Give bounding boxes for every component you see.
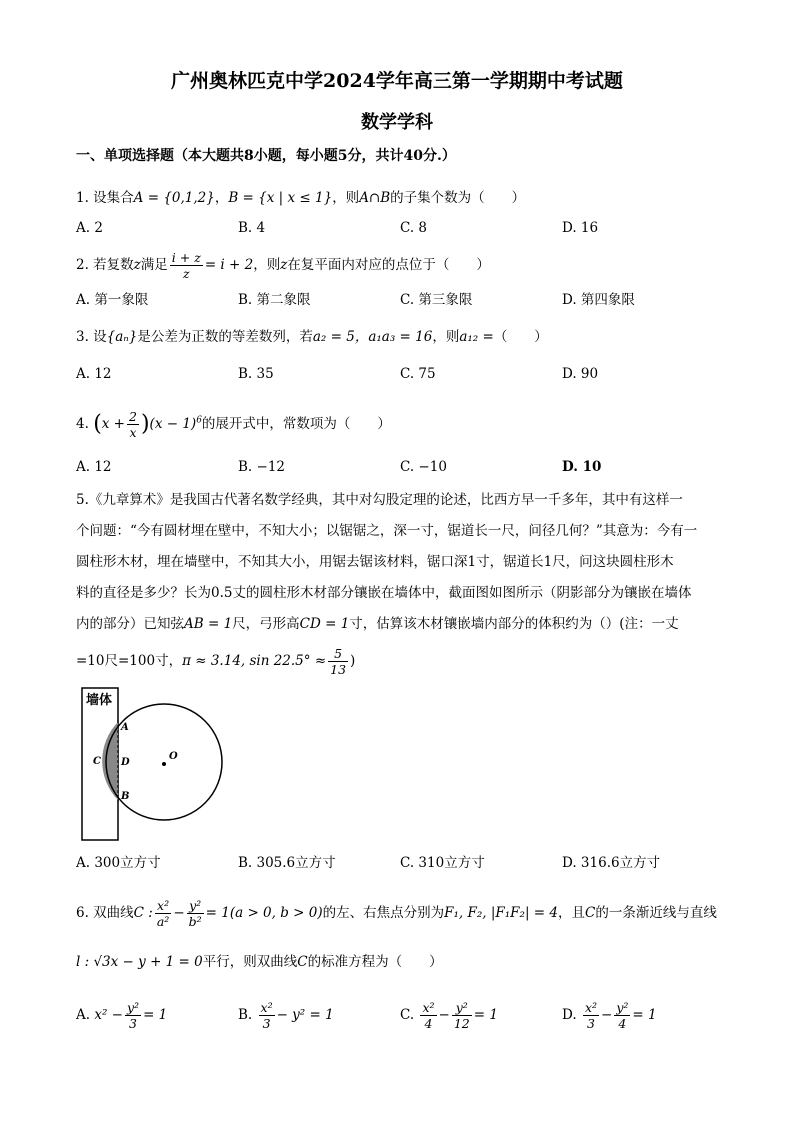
q4-x: x +	[101, 416, 125, 432]
q1-expr: A∩B	[359, 190, 391, 206]
q1-option-d[interactable]: D. 16	[562, 220, 599, 236]
label-d: D	[121, 757, 130, 768]
q1-end: 的子集个数为（ ）	[390, 190, 526, 206]
q6-prefix: 6. 双曲线	[76, 905, 134, 921]
q4-paren-close: )	[140, 411, 150, 437]
q5-l6b: π ≈ 3.14, sin 22.5° ≈	[182, 653, 327, 669]
q2-frac-num: i + z	[171, 250, 201, 265]
q3-option-d[interactable]: D. 90	[562, 366, 599, 382]
q2-option-b[interactable]: B. 第二象限	[238, 292, 311, 308]
q6-d-label: D.	[562, 1007, 577, 1023]
q5-option-b[interactable]: B. 305.6立方寸	[238, 855, 336, 871]
label-a: A	[121, 722, 129, 733]
q5-l5e: 寸，估算该木材镶嵌墙内部分的体积约为（）(注：一丈	[349, 616, 679, 632]
q3-option-c[interactable]: C. 75	[400, 366, 436, 382]
q4-fraction	[127, 409, 139, 440]
subject-title: 数学学科	[361, 112, 433, 133]
q5-line-2: 个问题：“今有圆材埋在壁中，不知大小；以锯锯之，深一寸，锯道长一尺，问径几何？”其意为：今有一	[76, 523, 698, 539]
q6-l2c: C	[297, 954, 308, 970]
q6-d-frac2	[614, 1000, 630, 1031]
q6-frac-2	[187, 898, 204, 929]
q2-z2: z	[280, 257, 288, 273]
q3-target: a₁₂ =	[459, 329, 494, 345]
q2-prefix: 2. 若复数	[76, 257, 134, 273]
q6-c-frac2	[452, 1000, 472, 1031]
q1-option-c[interactable]: C. 8	[400, 220, 428, 236]
q6-a-den: 3	[129, 1016, 137, 1031]
q1-comma: ，	[214, 190, 229, 206]
q6-b-den: 3	[262, 1016, 271, 1031]
q6-d-post: = 1	[632, 1007, 657, 1023]
q5-l6a: =10尺=100寸，	[76, 653, 183, 669]
q4-option-d[interactable]: D. 10	[562, 459, 602, 475]
q3-cond-1: a₂ = 5	[312, 329, 355, 345]
q5-figure	[76, 686, 236, 850]
q5-line-1: 5.《九章算术》是我国古代著名数学经典，其中对勾股定理的论述，比西方早一千多年，其中有这样一	[76, 492, 683, 508]
label-b: B	[121, 791, 130, 802]
q4-option-c[interactable]: C. −10	[400, 459, 447, 475]
q6-c-minus: −	[438, 1007, 450, 1023]
q5-chord: AB = 1	[184, 616, 233, 632]
q1-suffix: ，则	[332, 190, 360, 206]
q6-l2b: 平行，则双曲线	[202, 954, 298, 970]
q1-option-a[interactable]: A. 2	[76, 220, 103, 236]
q2-option-a[interactable]: A. 第一象限	[76, 292, 149, 308]
q4-tail: (x − 1)	[149, 416, 197, 432]
q4-paren-open: (	[93, 411, 102, 437]
q6-a-post: = 1	[143, 1007, 168, 1023]
q3-prefix: 3. 设	[76, 329, 107, 345]
q5-frac-den: 13	[330, 662, 347, 677]
q5-line-5	[76, 614, 679, 634]
q6-a-label: A.	[76, 1007, 91, 1023]
q3-mid: 是公差为正数的等差数列，若	[137, 329, 313, 345]
q5-option-d[interactable]: D. 316.6立方寸	[562, 855, 661, 871]
question-6-line-2	[76, 952, 443, 972]
q3-cond-2: ，a₁a₃ = 16	[354, 329, 433, 345]
q6-a-num: y²	[126, 1000, 140, 1015]
q2-z: z	[133, 257, 141, 273]
q1-prefix: 1. 设集合	[76, 190, 134, 206]
q6-end: 的一条渐近线与直线	[595, 905, 717, 921]
q2-frac-den: z	[183, 266, 190, 281]
q6-b-post: − y² = 1	[276, 1007, 334, 1023]
question-2	[76, 250, 490, 281]
q4-end: 的展开式中，常数项为（ ）	[201, 416, 391, 432]
q6-c-post: = 1	[473, 1007, 498, 1023]
wall-label: 墙体	[86, 693, 113, 708]
q5-l5c: 尺，弓形高	[232, 616, 300, 632]
q2-option-d[interactable]: D. 第四象限	[562, 292, 635, 308]
q1-set-a: A = {0,1,2}	[133, 190, 215, 206]
q6-d-frac1	[583, 1000, 599, 1031]
q6-a-pre: x² −	[94, 1007, 123, 1023]
q6-frac1-den: a²	[156, 914, 170, 929]
label-o: O	[169, 751, 178, 762]
q5-l6c: )	[350, 653, 356, 669]
label-c: C	[93, 756, 101, 767]
q6-frac2-num: y²	[187, 898, 204, 914]
q3-option-a[interactable]: A. 12	[76, 366, 112, 382]
q6-frac-1	[155, 898, 171, 929]
q6-c-label: C.	[400, 1007, 415, 1023]
q6-c: C :	[133, 905, 153, 921]
q6-frac1-num: x²	[155, 898, 171, 914]
q6-option-a[interactable]	[76, 1000, 167, 1031]
q1-option-b[interactable]: B. 4	[238, 220, 266, 236]
exam-title: 广州奥林匹克中学2024学年高三第一学期期中考试题	[171, 70, 623, 92]
question-6-line-1	[76, 898, 717, 929]
q4-exponent: 6	[196, 415, 202, 426]
q2-end: 在复平面内对应的点位于（ ）	[287, 257, 490, 273]
q1-set-b: B = {x | x ≤ 1}	[228, 190, 333, 206]
q6-foci: F₁, F₂, |F₁F₂| = 4	[444, 905, 558, 921]
center-point	[162, 762, 166, 766]
q5-option-a[interactable]: A. 300立方寸	[76, 855, 161, 871]
q5-height: CD = 1	[299, 616, 350, 632]
q6-d-den1: 3	[586, 1016, 595, 1031]
q6-c-num2: y²	[452, 1000, 472, 1016]
q5-option-c[interactable]: C. 310立方寸	[400, 855, 485, 871]
q5-l5a: 内的部分）已知弦	[76, 616, 184, 632]
q6-option-b[interactable]	[238, 1000, 334, 1031]
question-4	[76, 409, 391, 440]
wall-circle-diagram	[76, 686, 236, 846]
q6-b-label: B.	[238, 1007, 253, 1023]
q6-a-frac	[125, 1000, 141, 1031]
q6-line-l: l : √3x − y + 1 = 0	[76, 954, 203, 970]
q2-fraction	[170, 250, 203, 281]
q5-fraction	[328, 646, 348, 677]
q6-d-den2: 4	[618, 1016, 627, 1031]
q3-option-b[interactable]: B. 35	[238, 366, 274, 382]
q4-frac-den: x	[129, 425, 137, 440]
q6-c-num1: x²	[422, 1000, 435, 1015]
q6-minus: −	[173, 905, 185, 921]
q6-mid: 的左、右焦点分别为	[322, 905, 445, 921]
q6-d-num1: x²	[584, 1000, 597, 1015]
q3-end: （ ）	[493, 329, 548, 345]
q5-frac-num: 5	[328, 646, 348, 662]
q5-line-4: 料的直径是多少？长为0.5丈的圆柱形木材部分镶嵌在墙体中，截面图如图所示（阴影部分为镶嵌在墙体	[76, 585, 692, 601]
q6-d-minus: −	[601, 1007, 613, 1023]
q4-option-b[interactable]: B. −12	[238, 459, 285, 475]
section-heading: 一、单项选择题（本大题共8小题，每小题5分，共计40分.）	[76, 148, 456, 164]
q2-suffix: ，则	[253, 257, 281, 273]
q2-rhs: = i + 2	[204, 257, 254, 273]
q3-suffix: ，则	[432, 329, 460, 345]
q6-frac2-den: b²	[188, 914, 202, 929]
q2-option-c[interactable]: C. 第三象限	[400, 292, 473, 308]
q4-prefix: 4.	[76, 416, 89, 432]
q6-rhs: = 1(a > 0, b > 0)	[205, 905, 323, 921]
q6-l2d: 的标准方程为（ ）	[307, 954, 443, 970]
q6-c-frac1	[420, 1000, 436, 1031]
q6-option-c[interactable]	[400, 1000, 498, 1031]
q5-line-6	[76, 646, 355, 677]
q6-b-num: x²	[260, 1000, 273, 1015]
question-3	[76, 327, 548, 347]
q6-option-d[interactable]	[562, 1000, 657, 1031]
q4-option-a[interactable]: A. 12	[76, 459, 112, 475]
q3-seq: {aₙ}	[106, 329, 138, 345]
q6-b-frac	[259, 1000, 275, 1031]
q6-mid2: ，且	[557, 905, 585, 921]
q2-mid: 满足	[140, 257, 168, 273]
q6-c-den1: 4	[424, 1016, 433, 1031]
q6-d-num2: y²	[616, 1000, 629, 1015]
question-1	[76, 188, 525, 208]
q5-line-3: 圆柱形木材，埋在墙壁中，不知其大小，用锯去锯该材料，锯口深1寸，锯道长1尺，问这块圆柱形木	[76, 554, 674, 570]
q4-frac-num: 2	[129, 409, 137, 424]
q6-c2: C	[584, 905, 596, 921]
q6-c-den2: 12	[453, 1016, 470, 1031]
